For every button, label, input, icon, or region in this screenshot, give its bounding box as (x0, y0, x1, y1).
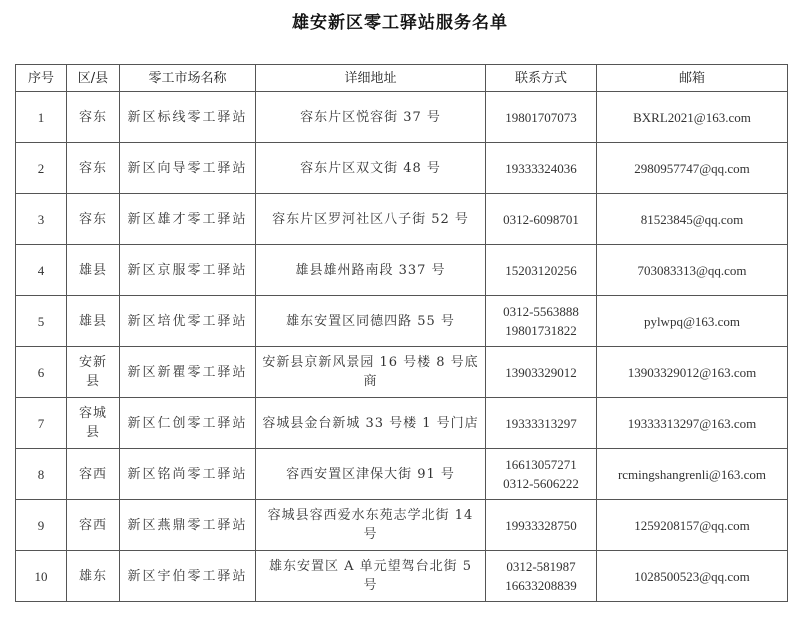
row-address: 雄东安置区 A 单元望驾台北街 5 号 (256, 551, 486, 602)
contact-phone: 19801707073 (505, 109, 577, 125)
table-body (16, 92, 788, 602)
row-market-name: 新区培优零工驿站 (120, 296, 256, 347)
row-address: 雄县雄州路南段 337 号 (256, 245, 486, 296)
row-market-name: 新区标线零工驿站 (120, 92, 256, 143)
row-number: 8 (16, 449, 67, 500)
row-contact (486, 398, 597, 449)
table-row (16, 398, 788, 449)
row-contact (486, 500, 597, 551)
table-row (16, 347, 788, 398)
row-email-cell (597, 500, 788, 551)
table-row (16, 194, 788, 245)
row-number: 10 (16, 551, 67, 602)
row-address: 容东片区悦容街 37 号 (256, 92, 486, 143)
row-email-cell (597, 398, 788, 449)
row-district: 雄县 (67, 296, 120, 347)
row-district: 容东 (67, 92, 120, 143)
row-number: 5 (16, 296, 67, 347)
row-email: BXRL2021@163.com (633, 109, 751, 125)
row-email-cell (597, 194, 788, 245)
contact-phone: 13903329012 (505, 364, 577, 380)
row-district: 雄东 (67, 551, 120, 602)
table-row (16, 92, 788, 143)
contact-phone: 16613057271 (505, 457, 577, 472)
row-market-name: 新区仁创零工驿站 (120, 398, 256, 449)
column-header-number: 序号 (16, 65, 67, 92)
table-row (16, 143, 788, 194)
contact-phone: 0312-6098701 (503, 211, 579, 227)
column-header-email: 邮箱 (597, 65, 788, 92)
row-contact (486, 551, 597, 602)
table-row (16, 500, 788, 551)
row-number: 1 (16, 92, 67, 143)
row-market-name: 新区燕鼎零工驿站 (120, 500, 256, 551)
row-contact (486, 143, 597, 194)
row-address: 容东片区双文街 48 号 (256, 143, 486, 194)
table-row (16, 551, 788, 602)
contact-phone: 15203120256 (505, 262, 577, 278)
row-contact (486, 245, 597, 296)
row-email: rcmingshangrenli@163.com (617, 466, 767, 482)
row-contact (486, 449, 597, 500)
row-market-name: 新区新瞿零工驿站 (120, 347, 256, 398)
row-contact (486, 194, 597, 245)
contact-phone: 0312-5563888 (503, 304, 579, 319)
row-address: 雄东安置区同德四路 55 号 (256, 296, 486, 347)
table-header-row (16, 65, 788, 92)
contact-phone: 19333324036 (505, 160, 577, 176)
row-email-cell (597, 551, 788, 602)
row-district: 容东 (67, 194, 120, 245)
contact-phone: 16633208839 (505, 578, 577, 593)
contact-phone: 19333313297 (505, 415, 577, 431)
row-market-name: 新区京服零工驿站 (120, 245, 256, 296)
row-contact (486, 296, 597, 347)
column-header-district: 区/县 (67, 65, 120, 92)
row-email: 19333313297@163.com (627, 415, 757, 431)
row-number: 4 (16, 245, 67, 296)
row-email: 13903329012@163.com (627, 364, 757, 380)
row-district: 安新县 (67, 347, 120, 398)
row-number: 3 (16, 194, 67, 245)
row-district: 雄县 (67, 245, 120, 296)
row-district: 容西 (67, 449, 120, 500)
column-header-market-name: 零工市场名称 (120, 65, 256, 92)
row-address: 容城县金台新城 33 号楼 1 号门店 (256, 398, 486, 449)
row-contact (486, 347, 597, 398)
row-email-cell (597, 347, 788, 398)
row-email: 703083313@qq.com (637, 262, 747, 278)
column-header-address: 详细地址 (256, 65, 486, 92)
row-email: pylwpq@163.com (643, 313, 741, 329)
row-email-cell (597, 449, 788, 500)
row-email-cell (597, 296, 788, 347)
table-row (16, 449, 788, 500)
row-address: 容城县容西爱水东苑志学北街 14 号 (256, 500, 486, 551)
row-number: 9 (16, 500, 67, 551)
row-market-name: 新区宇伯零工驿站 (120, 551, 256, 602)
table-row (16, 296, 788, 347)
row-market-name: 新区向导零工驿站 (120, 143, 256, 194)
row-address: 容东片区罗河社区八子街 52 号 (256, 194, 486, 245)
row-email-cell (597, 92, 788, 143)
column-header-contact: 联系方式 (486, 65, 597, 92)
row-district: 容西 (67, 500, 120, 551)
contact-phone: 0312-5606222 (503, 476, 579, 491)
table-row (16, 245, 788, 296)
station-table (15, 64, 788, 602)
row-contact (486, 92, 597, 143)
row-number: 2 (16, 143, 67, 194)
page-title: 雄安新区零工驿站服务名单 (292, 13, 508, 33)
row-email-cell (597, 245, 788, 296)
contact-phone: 19933328750 (505, 517, 577, 533)
row-address: 容西安置区津保大街 91 号 (256, 449, 486, 500)
row-market-name: 新区雄才零工驿站 (120, 194, 256, 245)
row-email: 81523845@qq.com (640, 211, 744, 227)
row-email: 1028500523@qq.com (634, 568, 750, 584)
row-email-cell (597, 143, 788, 194)
row-market-name: 新区铭尚零工驿站 (120, 449, 256, 500)
row-address: 安新县京新风景园 16 号楼 8 号底商 (256, 347, 486, 398)
row-number: 7 (16, 398, 67, 449)
contact-phone: 0312-581987 (506, 559, 576, 574)
row-email: 1259208157@qq.com (634, 517, 750, 533)
row-district: 容东 (67, 143, 120, 194)
row-district: 容城县 (67, 398, 120, 449)
row-number: 6 (16, 347, 67, 398)
row-email: 2980957747@qq.com (634, 160, 750, 176)
contact-phone: 19801731822 (505, 323, 577, 338)
